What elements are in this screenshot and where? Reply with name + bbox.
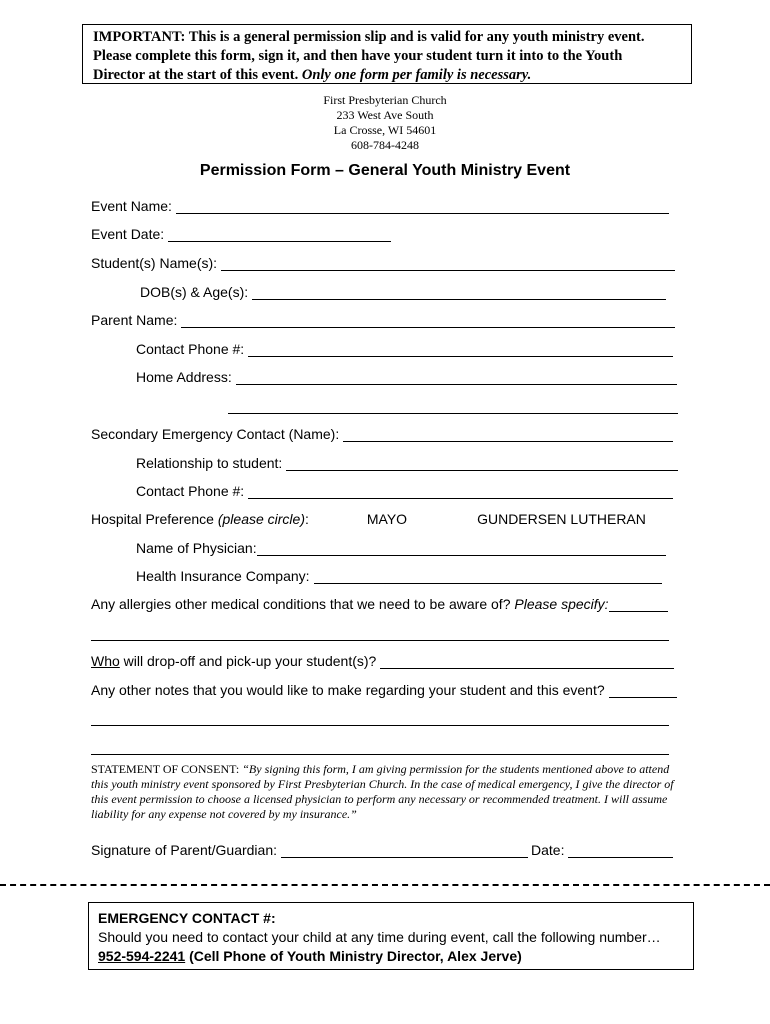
physician-field[interactable] bbox=[257, 541, 666, 556]
hospital-label-italic: (please circle) bbox=[217, 511, 305, 527]
hospital-option-gundersen[interactable]: GUNDERSEN LUTHERAN bbox=[477, 511, 646, 527]
insurance-row bbox=[136, 564, 662, 584]
date-label: Date: bbox=[531, 842, 565, 858]
notice-line-2: Please complete this form, sign it, and then have your student turn it into to the Youth bbox=[93, 48, 623, 64]
event-date-label: Event Date: bbox=[91, 226, 165, 242]
emergency-number-line bbox=[98, 947, 684, 966]
hospital-row bbox=[91, 507, 651, 527]
signature-label: Signature of Parent/Guardian: bbox=[91, 842, 278, 858]
notes-row-3 bbox=[91, 735, 669, 755]
physician-label: Name of Physician: bbox=[136, 540, 257, 556]
hospital-label bbox=[91, 511, 309, 527]
page-title: Permission Form – General Youth Ministry Event bbox=[199, 162, 571, 179]
allergies-label-text: Any allergies other medical conditions that we need to be aware of? bbox=[91, 596, 515, 612]
notes-label: Any other notes that you would like to make regarding your student and this event? bbox=[91, 682, 605, 698]
church-street: 233 West Ave South bbox=[336, 108, 434, 122]
parent-label: Parent Name: bbox=[91, 312, 178, 328]
allergies-field[interactable] bbox=[609, 597, 668, 612]
emergency-contact-box bbox=[88, 902, 694, 970]
emergency-heading: EMERGENCY CONTACT #: bbox=[98, 910, 276, 926]
date-field[interactable] bbox=[568, 843, 673, 858]
home-address-label: Home Address: bbox=[136, 369, 232, 385]
signature-row bbox=[91, 838, 528, 858]
church-address bbox=[0, 93, 770, 153]
home-address-row-2 bbox=[228, 394, 678, 414]
relationship-label: Relationship to student: bbox=[136, 455, 283, 471]
signature-field[interactable] bbox=[281, 843, 528, 858]
dropoff-who: Who bbox=[91, 653, 120, 669]
hospital-label-colon: : bbox=[304, 511, 309, 527]
notice-line-3-italic: Only one form per family is necessary. bbox=[301, 67, 532, 83]
allergies-field-2[interactable] bbox=[91, 626, 669, 641]
event-name-field[interactable] bbox=[176, 199, 669, 214]
parent-row bbox=[91, 308, 675, 328]
notes-row-2 bbox=[91, 706, 669, 726]
contact-phone-field[interactable] bbox=[248, 342, 673, 357]
cut-line-divider bbox=[0, 884, 770, 886]
notice-line-1: IMPORTANT: This is a general permission slip and is valid for any youth ministry event. bbox=[93, 29, 645, 45]
contact-phone-2-row bbox=[136, 479, 673, 499]
dob-field[interactable] bbox=[252, 285, 666, 300]
consent-lead: STATEMENT OF CONSENT: bbox=[91, 762, 243, 776]
insurance-field[interactable] bbox=[314, 569, 662, 584]
dropoff-field[interactable] bbox=[380, 654, 674, 669]
contact-phone-label: Contact Phone #: bbox=[136, 341, 245, 357]
secondary-contact-row bbox=[91, 422, 673, 442]
notice-line-3-text: Director at the start of this event. bbox=[93, 67, 302, 83]
emergency-number-desc: (Cell Phone of Youth Ministry Director, Alex Jerve) bbox=[185, 948, 522, 964]
dropoff-row bbox=[91, 649, 674, 669]
allergies-row bbox=[91, 592, 668, 612]
consent-quote: “By signing this form, I am giving permission for the students mentioned above to attend this youth ministry event sponsored by First Presbyterian Church. In the case of medical emergency, I give the director of this event permission to choose a licensed physician to perform any necessary or recommended treatment. I will assume liability for any expense not covered by my insurance.” bbox=[91, 762, 674, 821]
event-name-row bbox=[91, 194, 669, 214]
contact-phone-2-field[interactable] bbox=[248, 484, 673, 499]
date-row bbox=[531, 838, 673, 858]
hospital-option-mayo[interactable]: MAYO bbox=[366, 511, 408, 527]
notes-field-2[interactable] bbox=[91, 711, 669, 726]
insurance-label: Health Insurance Company: bbox=[136, 568, 310, 584]
secondary-contact-field[interactable] bbox=[343, 427, 673, 442]
students-row bbox=[91, 251, 675, 271]
secondary-contact-label: Secondary Emergency Contact (Name): bbox=[91, 426, 340, 442]
notes-field-3[interactable] bbox=[91, 740, 669, 755]
consent-statement bbox=[91, 762, 681, 822]
home-address-row bbox=[136, 365, 677, 385]
contact-phone-2-label: Contact Phone #: bbox=[136, 483, 245, 499]
church-name: First Presbyterian Church bbox=[323, 93, 447, 107]
notice-line-3 bbox=[93, 66, 681, 85]
notes-field[interactable] bbox=[609, 683, 677, 698]
dob-label: DOB(s) & Age(s): bbox=[140, 284, 249, 300]
emergency-number: 952-594-2241 bbox=[98, 948, 186, 964]
notes-row bbox=[91, 678, 677, 698]
church-phone: 608-784-4248 bbox=[351, 138, 419, 152]
parent-field[interactable] bbox=[181, 313, 675, 328]
dropoff-label-text: will drop-off and pick-up your student(s)? bbox=[119, 653, 377, 669]
home-address-field-2[interactable] bbox=[228, 399, 678, 414]
allergies-label-italic: Please specify: bbox=[514, 596, 609, 612]
students-label: Student(s) Name(s): bbox=[91, 255, 218, 271]
event-date-field[interactable] bbox=[168, 227, 391, 242]
important-notice-box bbox=[82, 24, 692, 84]
contact-phone-row bbox=[136, 337, 673, 357]
allergies-label bbox=[91, 596, 609, 612]
relationship-row bbox=[136, 451, 678, 471]
church-city: La Crosse, WI 54601 bbox=[333, 123, 437, 137]
dropoff-label bbox=[91, 653, 380, 669]
event-date-row bbox=[91, 222, 391, 242]
hospital-label-text: Hospital Preference bbox=[91, 511, 218, 527]
home-address-field[interactable] bbox=[236, 370, 677, 385]
emergency-text: Should you need to contact your child at any time during event, call the following number… bbox=[98, 929, 661, 945]
relationship-field[interactable] bbox=[286, 456, 678, 471]
allergies-row-2 bbox=[91, 621, 669, 641]
dob-row bbox=[140, 280, 666, 300]
students-field[interactable] bbox=[221, 256, 675, 271]
physician-row bbox=[136, 536, 666, 556]
event-name-label: Event Name: bbox=[91, 198, 172, 214]
